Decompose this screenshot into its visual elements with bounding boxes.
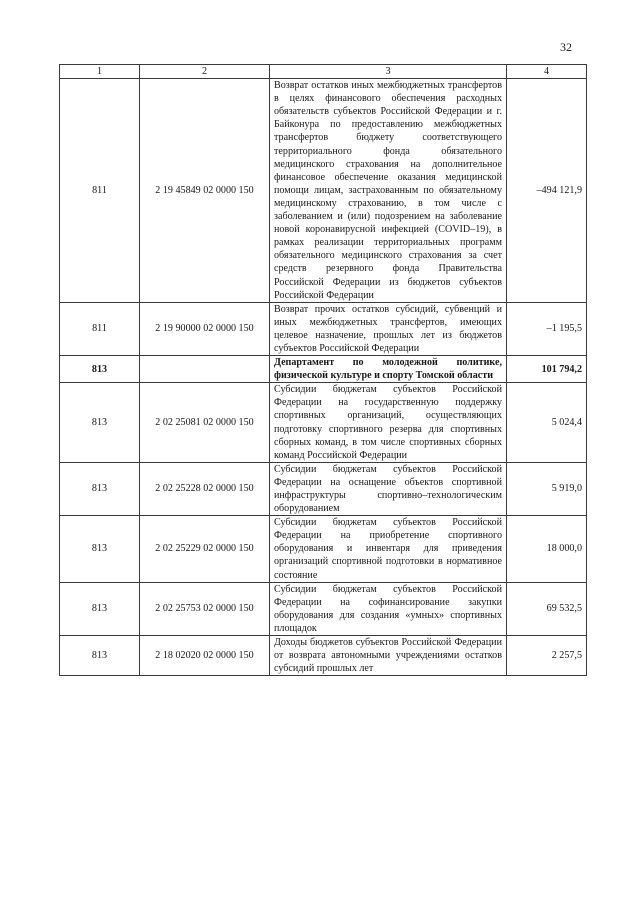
revenue-code-cell: 2 02 25229 02 0000 150 — [140, 516, 270, 582]
page-number: 32 — [560, 40, 572, 54]
table-row — [60, 356, 587, 383]
admin-code-cell: 813 — [60, 582, 140, 635]
table-row — [60, 636, 587, 676]
description-cell: Возврат остатков иных межбюджетных трансфертов в целях финансового обеспечения расходных обязательств субъектов Российской Федерации и г. Байконура по предоставлению межбюджетных трансфертов бюджету соответствующего территориального фонда обязательного медицинского страхования на дополнительное финансовое обеспечение оказания медицинской помощи лицам, застрахованным по обязательному медицинскому страхованию, в том числе с заболеванием и (или) подозрением на заболевание новой коронавирусной инфекцией (COVID–19), в рамках реализации территориальных программ обязательного медицинского страхования за счет средств резервного фонда Правительства Российской Федерации из бюджетов субъектов Российской Федерации — [270, 79, 507, 303]
admin-code-cell: 813 — [60, 516, 140, 582]
revenue-code-cell: 2 18 02020 02 0000 150 — [140, 636, 270, 676]
amount-cell: 5 919,0 — [507, 462, 587, 515]
revenue-code-cell: 2 02 25753 02 0000 150 — [140, 582, 270, 635]
admin-code-cell: 813 — [60, 383, 140, 463]
column-header-description: 3 — [270, 65, 507, 79]
table-row — [60, 462, 587, 515]
admin-code-cell: 811 — [60, 79, 140, 303]
amount-cell: 2 257,5 — [507, 636, 587, 676]
amount-cell: 5 024,4 — [507, 383, 587, 463]
description-cell: Департамент по молодежной политике, физической культуре и спорту Томской области — [270, 356, 507, 383]
revenue-code-cell: 2 02 25228 02 0000 150 — [140, 462, 270, 515]
table-row — [60, 79, 587, 303]
revenue-code-cell — [140, 356, 270, 383]
table-header-row — [60, 65, 587, 79]
table-row — [60, 383, 587, 463]
column-header-revenue-code: 2 — [140, 65, 270, 79]
table-row — [60, 302, 587, 355]
table-row — [60, 516, 587, 582]
revenue-code-cell: 2 19 45849 02 0000 150 — [140, 79, 270, 303]
description-cell: Доходы бюджетов субъектов Российской Федерации от возврата автономными учреждениями остатков субсидий прошлых лет — [270, 636, 507, 676]
description-cell: Субсидии бюджетам субъектов Российской Федерации на государственную поддержку спортивных организаций, осуществляющих подготовку спортивного резерва для спортивных сборных команд, в том числе спортивных сборных команд Российской Федерации — [270, 383, 507, 463]
admin-code-cell: 811 — [60, 302, 140, 355]
revenue-code-cell: 2 02 25081 02 0000 150 — [140, 383, 270, 463]
description-cell: Субсидии бюджетам субъектов Российской Федерации на приобретение спортивного оборудования и инвентаря для приведения организаций спортивной подготовки в нормативное состояние — [270, 516, 507, 582]
admin-code-cell: 813 — [60, 636, 140, 676]
amount-cell: 101 794,2 — [507, 356, 587, 383]
description-cell: Субсидии бюджетам субъектов Российской Федерации на оснащение объектов спортивной инфраструктуры спортивно–технологическим оборудованием — [270, 462, 507, 515]
description-cell: Субсидии бюджетам субъектов Российской Федерации на софинансирование закупки оборудования для создания «умных» спортивных площадок — [270, 582, 507, 635]
column-header-amount: 4 — [507, 65, 587, 79]
amount-cell: –1 195,5 — [507, 302, 587, 355]
amount-cell: –494 121,9 — [507, 79, 587, 303]
admin-code-cell: 813 — [60, 462, 140, 515]
amount-cell: 69 532,5 — [507, 582, 587, 635]
amount-cell: 18 000,0 — [507, 516, 587, 582]
budget-revenue-table — [59, 64, 587, 676]
revenue-code-cell: 2 19 90000 02 0000 150 — [140, 302, 270, 355]
column-header-admin-code: 1 — [60, 65, 140, 79]
admin-code-cell: 813 — [60, 356, 140, 383]
description-cell: Возврат прочих остатков субсидий, субвенций и иных межбюджетных трансфертов, имеющих целевое назначение, прошлых лет из бюджетов субъектов Российской Федерации — [270, 302, 507, 355]
table-row — [60, 582, 587, 635]
